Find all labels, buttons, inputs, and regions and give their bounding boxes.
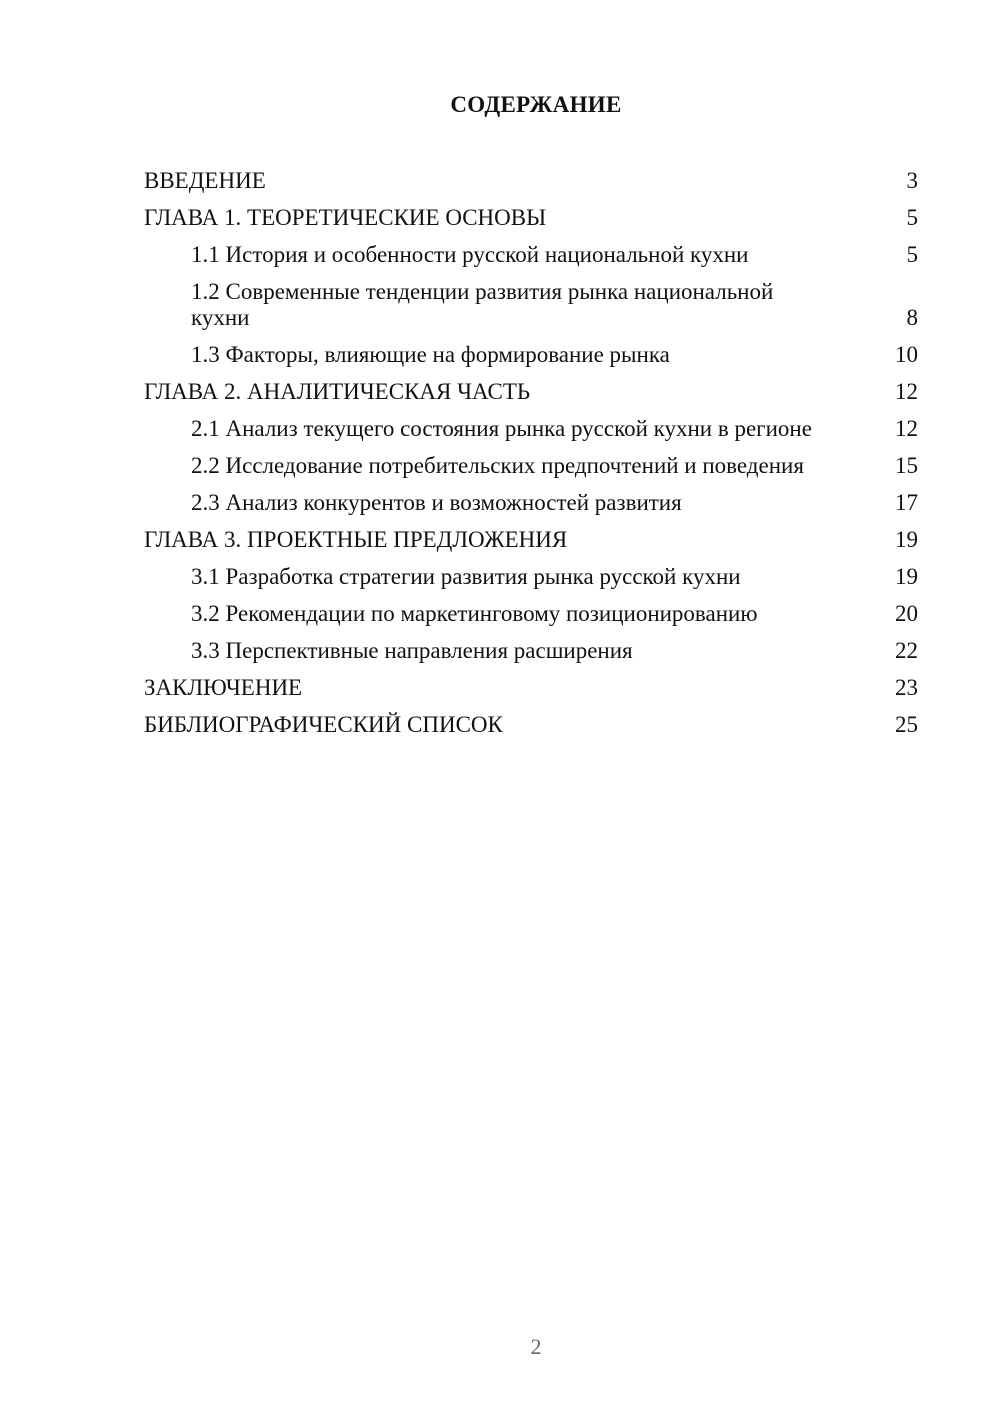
toc-entry-page: 12 [895, 379, 918, 404]
page-number: 2 [530, 1334, 542, 1359]
toc-entry-label: 2.3 Анализ конкурентов и возможностей развития [191, 490, 682, 515]
toc-entry-page: 20 [895, 601, 918, 626]
toc-entry-label: ВВЕДЕНИЕ [144, 168, 266, 193]
toc-entry-chapter-3 [144, 527, 918, 553]
toc-entry-page: 22 [895, 638, 918, 663]
toc-entry-section-2-1 [144, 416, 918, 442]
toc-entry-label: 3.1 Разработка стратегии развития рынка русской кухни [191, 564, 741, 589]
toc-entry-label: ГЛАВА 3. ПРОЕКТНЫЕ ПРЕДЛОЖЕНИЯ [144, 527, 568, 552]
toc-entry-label: БИБЛИОГРАФИЧЕСКИЙ СПИСОК [144, 712, 503, 737]
toc-entry-introduction [144, 168, 918, 194]
toc-entry-label: ЗАКЛЮЧЕНИЕ [144, 675, 303, 700]
toc-entry-section-3-1 [144, 564, 918, 590]
toc-entry-label: 1.1 История и особенности русской национальной кухни [191, 242, 749, 267]
toc-entry-page: 23 [895, 675, 918, 700]
toc-entry-page: 25 [895, 712, 918, 737]
toc-entry-label: ГЛАВА 2. АНАЛИТИЧЕСКАЯ ЧАСТЬ [144, 379, 531, 404]
toc-entry-page: 10 [895, 342, 918, 367]
toc-entry-page: 5 [906, 205, 918, 230]
table-of-contents [144, 168, 918, 749]
toc-entry-page: 19 [895, 527, 918, 552]
toc-entry-section-2-2 [144, 453, 918, 479]
page-title: СОДЕРЖАНИЕ [450, 92, 622, 117]
toc-entry-page: 15 [895, 453, 918, 478]
toc-entry-page: 8 [906, 305, 918, 330]
toc-entry-label: 1.3 Факторы, влияющие на формирование рынка [191, 342, 670, 367]
toc-entry-label: 1.2 Современные тенденции развития рынка национальной кухни [191, 279, 774, 330]
title-block [144, 92, 918, 118]
toc-entry-label: 3.2 Рекомендации по маркетинговому позиционированию [191, 601, 758, 626]
toc-entry-label: ГЛАВА 1. ТЕОРЕТИЧЕСКИЕ ОСНОВЫ [144, 205, 547, 230]
toc-entry-page: 12 [895, 416, 918, 441]
toc-entry-section-1-3 [144, 342, 918, 368]
toc-entry-page: 17 [895, 490, 918, 515]
toc-entry-page: 5 [906, 242, 918, 267]
toc-entry-label: 3.3 Перспективные направления расширения [191, 638, 633, 663]
toc-entry-label: 2.1 Анализ текущего состояния рынка русской кухни в регионе [191, 416, 812, 441]
toc-entry-conclusion [144, 675, 918, 701]
toc-entry-chapter-2 [144, 379, 918, 405]
toc-entry-bibliography [144, 712, 918, 738]
toc-entry-section-1-2 [144, 279, 918, 331]
toc-entry-page: 3 [906, 168, 918, 193]
toc-entry-page: 19 [895, 564, 918, 589]
toc-entry-label: 2.2 Исследование потребительских предпочтений и поведения [191, 453, 804, 478]
toc-entry-section-1-1 [144, 242, 918, 268]
toc-entry-section-2-3 [144, 490, 918, 516]
toc-entry-chapter-1 [144, 205, 918, 231]
toc-entry-section-3-2 [144, 601, 918, 627]
toc-entry-section-3-3 [144, 638, 918, 664]
